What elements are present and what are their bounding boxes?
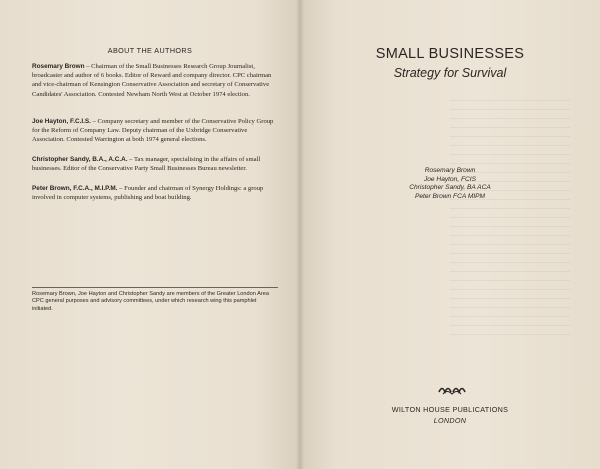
right-page <box>300 0 600 469</box>
bio-text: – Company secretary and member of the Conservative Policy Group for the Reform of Company Law. Deputy chairman of the Uxbridge Conservative Association. Contested Warrington at both 1974 general elections. <box>32 118 274 144</box>
author-name: Joe Hayton, FCIS <box>423 175 477 183</box>
author-name: Christopher Sandy, BA ACA <box>409 184 491 192</box>
publisher-name: WILTON HOUSE PUBLICATIONS <box>391 405 509 414</box>
bio-name: Christopher Sandy, B.A., A.C.A. <box>32 156 128 163</box>
book-gutter <box>296 0 304 469</box>
bio-name: Rosemary Brown <box>32 63 85 70</box>
author-name: Peter Brown FCA MIPM <box>414 192 486 200</box>
bio-peter-brown <box>32 184 274 202</box>
publisher-city: LONDON <box>433 416 467 425</box>
book-subtitle: Strategy for Survival <box>393 66 507 80</box>
bio-rosemary-brown <box>32 62 274 99</box>
bio-name: Peter Brown, F.C.A., M.I.P.M. <box>32 185 118 192</box>
wave-logo-icon <box>438 383 466 395</box>
bio-text: – Chairman of the Small Businesses Research Group Journalist, broadcaster and author of 6 books. Editor of Reward and company director. CPC chairman and vice-chairman of Kensington Conservative Association and secretary of Conservative Candidates' Association. Contested Newham North West at October 1974 election. <box>32 63 272 98</box>
authors-footnote: Rosemary Brown, Joe Hayton and Christopher Sandy are members of the Greater London Area CPC general purposes and advisory committees, under which research wing this pamphlet initiated. <box>32 287 278 313</box>
book-title: SMALL BUSINESSES <box>375 46 525 62</box>
author-name: Rosemary Brown <box>424 167 476 174</box>
bio-christopher-sandy <box>32 155 274 173</box>
show-through-texture <box>450 100 570 340</box>
author-list <box>300 167 600 201</box>
about-authors-heading: ABOUT THE AUTHORS <box>107 46 193 55</box>
bio-joe-hayton <box>32 117 274 145</box>
bio-text: – Tax manager, specialising in the affairs of small businesses. Editor of the Conservative Party Small Businesses Bureau newsletter. <box>32 156 261 173</box>
bio-text: – Founder and chairman of Synergy Holdings: a group involved in computer systems, publishing and boat building. <box>32 185 264 202</box>
bio-name: Joe Hayton, F.C.I.S. <box>32 118 91 125</box>
